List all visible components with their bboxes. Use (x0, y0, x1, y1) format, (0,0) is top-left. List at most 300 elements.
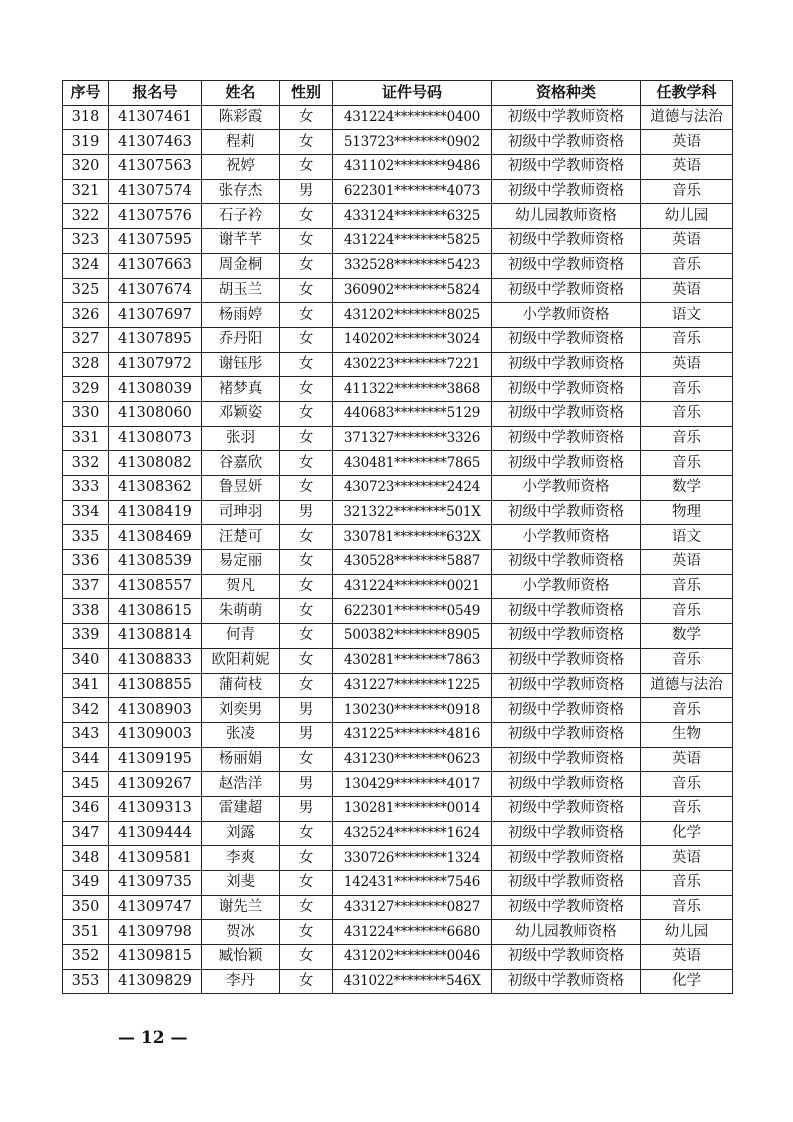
cell-reg-no: 41309003 (109, 722, 202, 747)
header-seq: 序号 (63, 81, 109, 106)
table-row (63, 772, 733, 797)
cell-subject: 语文 (641, 525, 733, 550)
cell-id-number: 431202********8025 (333, 303, 492, 328)
cell-name: 张凌 (202, 722, 280, 747)
table-body (63, 105, 733, 994)
cell-subject: 音乐 (641, 401, 733, 426)
cell-subject: 英语 (641, 846, 733, 871)
table-row (63, 204, 733, 229)
cell-reg-no: 41308073 (109, 426, 202, 451)
cell-seq: 332 (63, 451, 109, 476)
cell-reg-no: 41307574 (109, 179, 202, 204)
cell-id-number: 411322********3868 (333, 377, 492, 402)
cell-id-number: 430723********2424 (333, 476, 492, 501)
cell-qualification: 初级中学教师资格 (492, 426, 641, 451)
cell-reg-no: 41308615 (109, 599, 202, 624)
cell-reg-no: 41308060 (109, 401, 202, 426)
cell-seq: 343 (63, 722, 109, 747)
cell-subject: 数学 (641, 624, 733, 649)
cell-reg-no: 41309444 (109, 821, 202, 846)
cell-seq: 329 (63, 377, 109, 402)
cell-gender: 女 (280, 155, 333, 180)
cell-name: 谢芊芊 (202, 229, 280, 254)
cell-name: 程莉 (202, 130, 280, 155)
cell-id-number: 130230********0918 (333, 698, 492, 723)
table-row (63, 648, 733, 673)
table-row (63, 352, 733, 377)
cell-subject: 音乐 (641, 871, 733, 896)
cell-id-number: 321322********501X (333, 500, 492, 525)
cell-gender: 女 (280, 204, 333, 229)
cell-id-number: 431224********5825 (333, 229, 492, 254)
cell-id-number: 140202********3024 (333, 327, 492, 352)
cell-qualification: 初级中学教师资格 (492, 871, 641, 896)
cell-subject: 化学 (641, 821, 733, 846)
cell-gender: 女 (280, 624, 333, 649)
cell-seq: 352 (63, 945, 109, 970)
cell-qualification: 初级中学教师资格 (492, 155, 641, 180)
cell-qualification: 初级中学教师资格 (492, 105, 641, 130)
table-row (63, 476, 733, 501)
table-row (63, 229, 733, 254)
cell-qualification: 初级中学教师资格 (492, 500, 641, 525)
cell-qualification: 初级中学教师资格 (492, 278, 641, 303)
cell-subject: 音乐 (641, 796, 733, 821)
cell-subject: 音乐 (641, 179, 733, 204)
cell-subject: 英语 (641, 229, 733, 254)
cell-id-number: 431225********4816 (333, 722, 492, 747)
cell-gender: 女 (280, 476, 333, 501)
cell-qualification: 初级中学教师资格 (492, 401, 641, 426)
cell-id-number: 431230********0623 (333, 747, 492, 772)
cell-seq: 321 (63, 179, 109, 204)
cell-reg-no: 41308557 (109, 574, 202, 599)
cell-id-number: 430481********7865 (333, 451, 492, 476)
cell-reg-no: 41309798 (109, 920, 202, 945)
cell-subject: 数学 (641, 476, 733, 501)
cell-seq: 351 (63, 920, 109, 945)
cell-seq: 324 (63, 253, 109, 278)
cell-gender: 男 (280, 500, 333, 525)
header-subject: 任教学科 (641, 81, 733, 106)
cell-gender: 女 (280, 945, 333, 970)
cell-gender: 女 (280, 648, 333, 673)
cell-seq: 326 (63, 303, 109, 328)
cell-reg-no: 41309313 (109, 796, 202, 821)
cell-qualification: 初级中学教师资格 (492, 352, 641, 377)
cell-subject: 音乐 (641, 895, 733, 920)
cell-reg-no: 41308362 (109, 476, 202, 501)
cell-subject: 音乐 (641, 648, 733, 673)
cell-id-number: 440683********5129 (333, 401, 492, 426)
cell-gender: 女 (280, 821, 333, 846)
cell-qualification: 初级中学教师资格 (492, 846, 641, 871)
cell-seq: 335 (63, 525, 109, 550)
cell-reg-no: 41307463 (109, 130, 202, 155)
cell-id-number: 330726********1324 (333, 846, 492, 871)
cell-qualification: 初级中学教师资格 (492, 747, 641, 772)
cell-gender: 女 (280, 352, 333, 377)
header-reg-no: 报名号 (109, 81, 202, 106)
cell-gender: 女 (280, 327, 333, 352)
candidate-table (62, 80, 733, 994)
cell-subject: 音乐 (641, 574, 733, 599)
table-row (63, 895, 733, 920)
cell-name: 李丹 (202, 969, 280, 994)
table-row (63, 698, 733, 723)
cell-subject: 道德与法治 (641, 105, 733, 130)
cell-id-number: 130281********0014 (333, 796, 492, 821)
cell-id-number: 431224********0400 (333, 105, 492, 130)
cell-reg-no: 41307563 (109, 155, 202, 180)
cell-gender: 女 (280, 426, 333, 451)
cell-subject: 化学 (641, 969, 733, 994)
cell-seq: 337 (63, 574, 109, 599)
cell-gender: 男 (280, 698, 333, 723)
cell-seq: 322 (63, 204, 109, 229)
cell-qualification: 初级中学教师资格 (492, 772, 641, 797)
cell-id-number: 142431********7546 (333, 871, 492, 896)
header-gender: 性别 (280, 81, 333, 106)
cell-id-number: 431227********1225 (333, 673, 492, 698)
cell-id-number: 371327********3326 (333, 426, 492, 451)
cell-id-number: 360902********5824 (333, 278, 492, 303)
table-row (63, 327, 733, 352)
header-name: 姓名 (202, 81, 280, 106)
cell-gender: 女 (280, 673, 333, 698)
cell-name: 谷嘉欣 (202, 451, 280, 476)
table-row (63, 796, 733, 821)
table-row (63, 624, 733, 649)
cell-id-number: 430281********7863 (333, 648, 492, 673)
cell-reg-no: 41308814 (109, 624, 202, 649)
cell-seq: 347 (63, 821, 109, 846)
cell-seq: 344 (63, 747, 109, 772)
cell-reg-no: 41309829 (109, 969, 202, 994)
cell-reg-no: 41307663 (109, 253, 202, 278)
cell-name: 朱萌萌 (202, 599, 280, 624)
cell-gender: 女 (280, 303, 333, 328)
cell-subject: 英语 (641, 747, 733, 772)
cell-seq: 353 (63, 969, 109, 994)
cell-gender: 女 (280, 278, 333, 303)
cell-seq: 319 (63, 130, 109, 155)
cell-gender: 女 (280, 574, 333, 599)
cell-qualification: 初级中学教师资格 (492, 179, 641, 204)
cell-gender: 男 (280, 722, 333, 747)
cell-seq: 325 (63, 278, 109, 303)
cell-subject: 物理 (641, 500, 733, 525)
cell-qualification: 初级中学教师资格 (492, 451, 641, 476)
table-row (63, 500, 733, 525)
cell-subject: 音乐 (641, 698, 733, 723)
cell-reg-no: 41308539 (109, 550, 202, 575)
cell-reg-no: 41309581 (109, 846, 202, 871)
cell-qualification: 初级中学教师资格 (492, 253, 641, 278)
cell-seq: 345 (63, 772, 109, 797)
cell-reg-no: 41309195 (109, 747, 202, 772)
cell-subject: 英语 (641, 945, 733, 970)
cell-name: 谢钰彤 (202, 352, 280, 377)
cell-seq: 340 (63, 648, 109, 673)
cell-name: 谢先兰 (202, 895, 280, 920)
cell-name: 张羽 (202, 426, 280, 451)
cell-name: 刘斐 (202, 871, 280, 896)
cell-subject: 英语 (641, 130, 733, 155)
cell-qualification: 小学教师资格 (492, 303, 641, 328)
cell-reg-no: 41307697 (109, 303, 202, 328)
cell-name: 杨丽娟 (202, 747, 280, 772)
cell-subject: 道德与法治 (641, 673, 733, 698)
cell-id-number: 430528********5887 (333, 550, 492, 575)
cell-seq: 338 (63, 599, 109, 624)
cell-name: 乔丹阳 (202, 327, 280, 352)
cell-name: 贺凡 (202, 574, 280, 599)
cell-id-number: 330781********632X (333, 525, 492, 550)
cell-qualification: 初级中学教师资格 (492, 327, 641, 352)
table-row (63, 278, 733, 303)
cell-reg-no: 41309267 (109, 772, 202, 797)
cell-subject: 生物 (641, 722, 733, 747)
cell-name: 何青 (202, 624, 280, 649)
cell-gender: 女 (280, 969, 333, 994)
cell-name: 易定丽 (202, 550, 280, 575)
cell-qualification: 初级中学教师资格 (492, 969, 641, 994)
cell-seq: 349 (63, 871, 109, 896)
cell-qualification: 初级中学教师资格 (492, 648, 641, 673)
candidate-list-sheet (62, 80, 732, 994)
table-row (63, 673, 733, 698)
cell-reg-no: 41308469 (109, 525, 202, 550)
cell-qualification: 初级中学教师资格 (492, 377, 641, 402)
cell-subject: 音乐 (641, 451, 733, 476)
cell-seq: 339 (63, 624, 109, 649)
cell-qualification: 初级中学教师资格 (492, 895, 641, 920)
cell-qualification: 小学教师资格 (492, 525, 641, 550)
cell-id-number: 332528********5423 (333, 253, 492, 278)
cell-reg-no: 41307895 (109, 327, 202, 352)
cell-reg-no: 41308419 (109, 500, 202, 525)
cell-name: 陈彩霞 (202, 105, 280, 130)
cell-name: 欧阳莉妮 (202, 648, 280, 673)
cell-qualification: 初级中学教师资格 (492, 599, 641, 624)
cell-seq: 328 (63, 352, 109, 377)
cell-id-number: 431224********0021 (333, 574, 492, 599)
cell-seq: 346 (63, 796, 109, 821)
cell-qualification: 初级中学教师资格 (492, 945, 641, 970)
table-row (63, 599, 733, 624)
cell-gender: 女 (280, 401, 333, 426)
cell-qualification: 初级中学教师资格 (492, 722, 641, 747)
cell-seq: 336 (63, 550, 109, 575)
cell-id-number: 433124********6325 (333, 204, 492, 229)
cell-name: 蒲荷枝 (202, 673, 280, 698)
cell-seq: 350 (63, 895, 109, 920)
cell-id-number: 431202********0046 (333, 945, 492, 970)
cell-id-number: 513723********0902 (333, 130, 492, 155)
cell-id-number: 431022********546X (333, 969, 492, 994)
cell-name: 刘奕男 (202, 698, 280, 723)
table-row (63, 821, 733, 846)
cell-subject: 幼儿园 (641, 920, 733, 945)
table-header (63, 81, 733, 106)
cell-subject: 音乐 (641, 327, 733, 352)
cell-seq: 333 (63, 476, 109, 501)
cell-name: 邓颖姿 (202, 401, 280, 426)
cell-subject: 英语 (641, 352, 733, 377)
cell-qualification: 初级中学教师资格 (492, 673, 641, 698)
table-row (63, 401, 733, 426)
cell-subject: 语文 (641, 303, 733, 328)
table-row (63, 105, 733, 130)
cell-gender: 女 (280, 871, 333, 896)
cell-gender: 女 (280, 105, 333, 130)
cell-id-number: 622301********0549 (333, 599, 492, 624)
cell-seq: 330 (63, 401, 109, 426)
cell-qualification: 初级中学教师资格 (492, 698, 641, 723)
page-number: — 12 — (118, 1028, 188, 1048)
cell-gender: 男 (280, 772, 333, 797)
cell-reg-no: 41307595 (109, 229, 202, 254)
cell-name: 臧怡颖 (202, 945, 280, 970)
cell-name: 赵浩洋 (202, 772, 280, 797)
table-row (63, 550, 733, 575)
cell-name: 贺冰 (202, 920, 280, 945)
cell-subject: 英语 (641, 155, 733, 180)
cell-gender: 女 (280, 599, 333, 624)
cell-name: 雷建超 (202, 796, 280, 821)
table-row (63, 303, 733, 328)
table-row (63, 747, 733, 772)
cell-gender: 女 (280, 451, 333, 476)
cell-qualification: 初级中学教师资格 (492, 821, 641, 846)
cell-name: 石子衿 (202, 204, 280, 229)
cell-gender: 女 (280, 525, 333, 550)
cell-name: 刘露 (202, 821, 280, 846)
cell-reg-no: 41308039 (109, 377, 202, 402)
cell-subject: 音乐 (641, 377, 733, 402)
cell-subject: 音乐 (641, 599, 733, 624)
cell-subject: 幼儿园 (641, 204, 733, 229)
table-row (63, 846, 733, 871)
cell-reg-no: 41309747 (109, 895, 202, 920)
cell-gender: 男 (280, 179, 333, 204)
header-row (63, 81, 733, 106)
table-row (63, 426, 733, 451)
cell-name: 鲁昱妍 (202, 476, 280, 501)
cell-seq: 341 (63, 673, 109, 698)
cell-reg-no: 41307674 (109, 278, 202, 303)
header-qualification: 资格种类 (492, 81, 641, 106)
table-row (63, 155, 733, 180)
table-row (63, 574, 733, 599)
cell-qualification: 幼儿园教师资格 (492, 204, 641, 229)
cell-subject: 英语 (641, 550, 733, 575)
table-row (63, 130, 733, 155)
cell-reg-no: 41308903 (109, 698, 202, 723)
cell-name: 祝婷 (202, 155, 280, 180)
cell-subject: 音乐 (641, 772, 733, 797)
cell-id-number: 430223********7221 (333, 352, 492, 377)
cell-name: 李爽 (202, 846, 280, 871)
cell-qualification: 小学教师资格 (492, 476, 641, 501)
cell-gender: 女 (280, 920, 333, 945)
table-row (63, 253, 733, 278)
cell-reg-no: 41308082 (109, 451, 202, 476)
header-id-number: 证件号码 (333, 81, 492, 106)
table-row (63, 722, 733, 747)
cell-id-number: 500382********8905 (333, 624, 492, 649)
cell-gender: 女 (280, 229, 333, 254)
cell-id-number: 431102********9486 (333, 155, 492, 180)
cell-seq: 334 (63, 500, 109, 525)
cell-name: 张存杰 (202, 179, 280, 204)
cell-reg-no: 41307972 (109, 352, 202, 377)
table-row (63, 451, 733, 476)
table-row (63, 969, 733, 994)
table-row (63, 179, 733, 204)
cell-gender: 女 (280, 377, 333, 402)
cell-qualification: 初级中学教师资格 (492, 624, 641, 649)
table-row (63, 871, 733, 896)
cell-gender: 女 (280, 895, 333, 920)
cell-seq: 331 (63, 426, 109, 451)
cell-reg-no: 41308855 (109, 673, 202, 698)
cell-name: 褚梦真 (202, 377, 280, 402)
cell-reg-no: 41308833 (109, 648, 202, 673)
cell-subject: 音乐 (641, 426, 733, 451)
cell-qualification: 小学教师资格 (492, 574, 641, 599)
cell-name: 周金桐 (202, 253, 280, 278)
cell-seq: 327 (63, 327, 109, 352)
cell-qualification: 初级中学教师资格 (492, 550, 641, 575)
cell-seq: 342 (63, 698, 109, 723)
cell-seq: 348 (63, 846, 109, 871)
cell-seq: 318 (63, 105, 109, 130)
cell-reg-no: 41307461 (109, 105, 202, 130)
cell-name: 司珅羽 (202, 500, 280, 525)
table-row (63, 377, 733, 402)
cell-qualification: 初级中学教师资格 (492, 130, 641, 155)
cell-gender: 女 (280, 130, 333, 155)
table-row (63, 945, 733, 970)
cell-id-number: 432524********1624 (333, 821, 492, 846)
table-row (63, 525, 733, 550)
cell-name: 杨雨婷 (202, 303, 280, 328)
cell-gender: 女 (280, 550, 333, 575)
cell-gender: 女 (280, 846, 333, 871)
cell-gender: 女 (280, 253, 333, 278)
cell-seq: 323 (63, 229, 109, 254)
cell-name: 胡玉兰 (202, 278, 280, 303)
cell-reg-no: 41307576 (109, 204, 202, 229)
cell-gender: 男 (280, 796, 333, 821)
cell-gender: 女 (280, 747, 333, 772)
cell-subject: 英语 (641, 278, 733, 303)
cell-name: 汪楚可 (202, 525, 280, 550)
cell-qualification: 初级中学教师资格 (492, 796, 641, 821)
cell-subject: 音乐 (641, 253, 733, 278)
cell-qualification: 初级中学教师资格 (492, 229, 641, 254)
table-row (63, 920, 733, 945)
cell-id-number: 431224********6680 (333, 920, 492, 945)
cell-id-number: 433127********0827 (333, 895, 492, 920)
cell-reg-no: 41309815 (109, 945, 202, 970)
cell-id-number: 622301********4073 (333, 179, 492, 204)
cell-seq: 320 (63, 155, 109, 180)
cell-qualification: 幼儿园教师资格 (492, 920, 641, 945)
cell-reg-no: 41309735 (109, 871, 202, 896)
